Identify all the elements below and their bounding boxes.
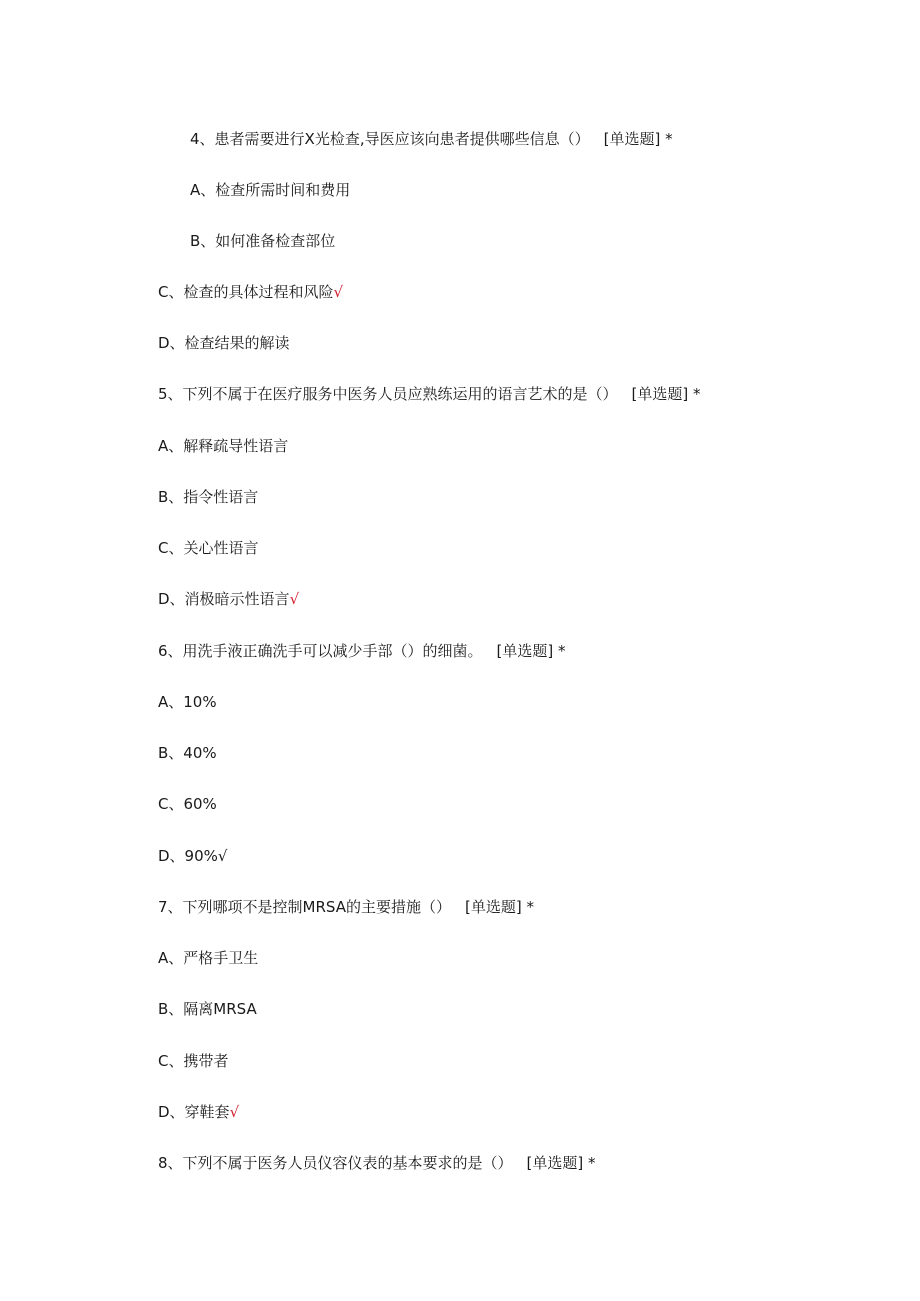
option-text: B、如何准备检查部位 [190, 232, 336, 250]
option-d [158, 846, 227, 866]
option-text: C、检查的具体过程和风险 [158, 283, 334, 301]
option-a [158, 692, 217, 712]
correct-check-mark: √ [289, 590, 300, 608]
option-text: D、检查结果的解读 [158, 334, 290, 352]
question-5-stem [158, 384, 701, 404]
option-text: B、指令性语言 [158, 488, 259, 506]
required-asterisk: * [588, 1154, 596, 1172]
question-type-tag: [单选题] [631, 385, 689, 403]
option-a [158, 948, 258, 968]
question-7-stem [158, 897, 534, 917]
question-type-tag: [单选题] [464, 898, 522, 916]
option-text: C、关心性语言 [158, 539, 259, 557]
question-8-stem [158, 1153, 596, 1173]
question-text: 7、下列哪项不是控制MRSA的主要措施（） [158, 898, 451, 916]
option-b [158, 743, 217, 763]
option-b [190, 231, 335, 251]
question-text: 8、下列不属于医务人员仪容仪表的基本要求的是（） [158, 1154, 513, 1172]
option-b [158, 999, 257, 1019]
question-6-stem [158, 641, 566, 661]
option-a [158, 436, 288, 456]
option-c [158, 538, 258, 558]
question-text: 4、患者需要进行X光检查,导医应该向患者提供哪些信息（） [190, 130, 590, 148]
correct-check-mark: √ [333, 283, 344, 301]
question-text: 5、下列不属于在医疗服务中医务人员应熟练运用的语言艺术的是（） [158, 385, 618, 403]
question-type-tag: [单选题] [603, 130, 661, 148]
question-type-tag: [单选题] [526, 1154, 584, 1172]
correct-check-mark: √ [217, 847, 228, 865]
correct-check-mark: √ [229, 1103, 240, 1121]
option-text: A、解释疏导性语言 [158, 437, 289, 455]
option-text: D、90% [158, 847, 218, 865]
option-text: B、隔离MRSA [158, 1000, 257, 1018]
required-asterisk: * [665, 130, 673, 148]
required-asterisk: * [693, 385, 701, 403]
option-text: A、10% [158, 693, 217, 711]
option-d [158, 333, 290, 353]
option-text: A、检查所需时间和费用 [190, 181, 351, 199]
option-c [158, 1051, 228, 1071]
option-text: D、消极暗示性语言 [158, 590, 290, 608]
option-b [158, 487, 258, 507]
question-text: 6、用洗手液正确洗手可以减少手部（）的细菌。 [158, 642, 483, 660]
option-c [158, 282, 343, 302]
question-4-stem [190, 129, 673, 149]
option-c [158, 794, 217, 814]
required-asterisk: * [526, 898, 534, 916]
option-text: C、携带者 [158, 1052, 229, 1070]
option-d [158, 1102, 239, 1122]
option-text: C、60% [158, 795, 217, 813]
option-text: D、穿鞋套 [158, 1103, 230, 1121]
option-text: A、严格手卫生 [158, 949, 259, 967]
option-d [158, 589, 299, 609]
question-type-tag: [单选题] [496, 642, 554, 660]
required-asterisk: * [558, 642, 566, 660]
option-text: B、40% [158, 744, 217, 762]
option-a [190, 180, 350, 200]
